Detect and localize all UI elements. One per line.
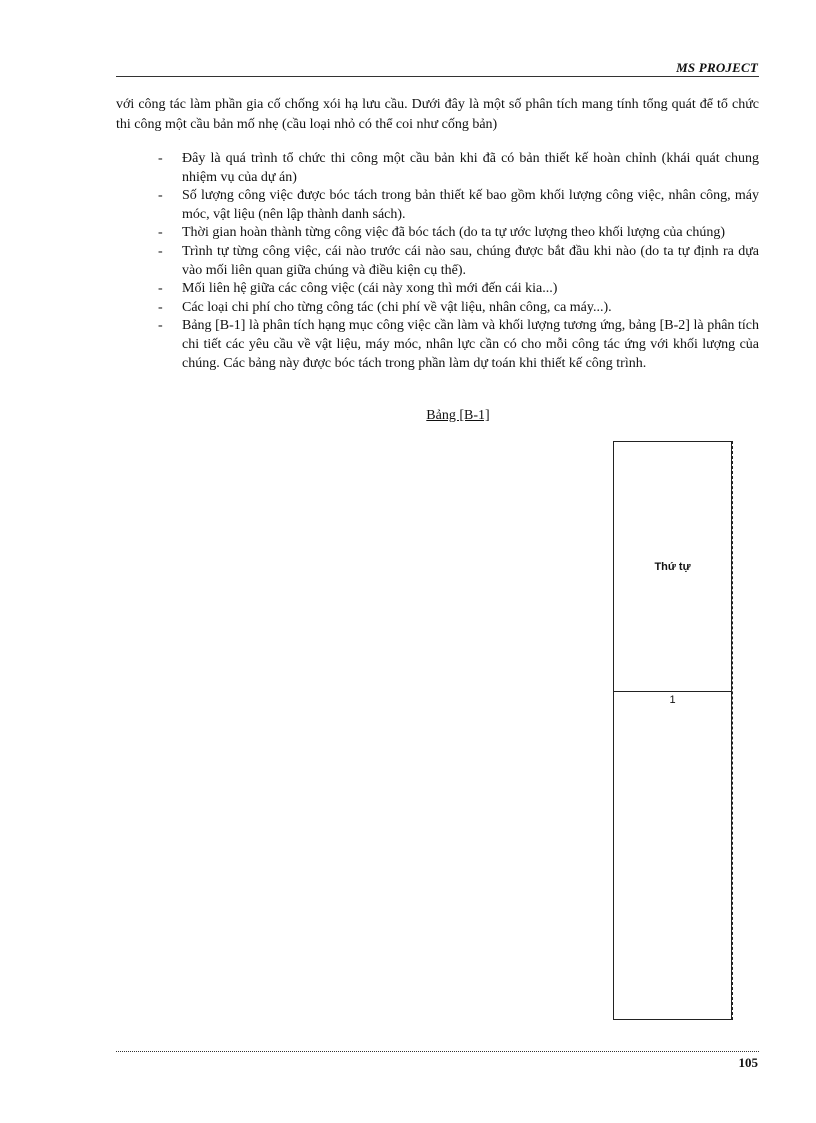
bullet-marker: - bbox=[158, 318, 163, 334]
footer-rule bbox=[116, 1051, 759, 1052]
list-item-text: Các loại chi phí cho từng công tác (chi phí về vật liệu, nhân công, ca máy...). bbox=[182, 299, 612, 315]
list-item bbox=[116, 150, 759, 187]
list-item bbox=[116, 187, 759, 224]
list-item-text: Bảng [B-1] là phân tích hạng mục công việc cần làm và khối lượng tương ứng, bảng [B-2] là phân tích chi tiết các yêu cầu về vật liệu, máy móc, nhân lực cần có cho mỗi công tác ứng với khối lượng của chúng. Các bảng này được bóc tách trong phần làm dự toán khi thiết kế công trình. bbox=[182, 318, 759, 371]
bullet-marker: - bbox=[158, 281, 163, 297]
list-item-text: Trình tự từng công việc, cái nào trước cái nào sau, chúng được bắt đầu khi nào (do ta tự định ra dựa vào mối liên quan giữa chúng và điều kiện cụ thể). bbox=[182, 243, 759, 278]
table-cell: 1 bbox=[669, 694, 676, 706]
list-item bbox=[116, 243, 759, 280]
bullet-marker: - bbox=[158, 225, 163, 241]
list-item bbox=[116, 299, 759, 318]
list-item bbox=[116, 280, 759, 299]
list-item-text: Số lượng công việc được bóc tách trong bản thiết kế bao gồm khối lượng công việc, nhân công, máy móc, vật liệu (nên lập thành danh sách). bbox=[182, 188, 759, 222]
table-header-cell: Thứ tự bbox=[614, 442, 731, 692]
header-rule bbox=[116, 76, 759, 77]
table-caption: Bảng [B-1] bbox=[426, 408, 490, 423]
table-b1 bbox=[613, 441, 732, 1020]
bullet-marker: - bbox=[158, 151, 163, 166]
bullet-marker: - bbox=[158, 299, 163, 315]
bullet-marker: - bbox=[158, 243, 163, 259]
running-header-title: MS PROJECT bbox=[676, 60, 758, 75]
bullet-list bbox=[116, 150, 759, 373]
list-item bbox=[116, 317, 759, 373]
list-item-text: Mối liên hệ giữa các công việc (cái này xong thì mới đến cái kia...) bbox=[182, 281, 558, 297]
bullet-marker: - bbox=[158, 188, 163, 204]
table-cut-edge bbox=[732, 441, 733, 1020]
list-item bbox=[116, 224, 759, 243]
page-number: 105 bbox=[738, 1055, 758, 1070]
list-item-text: Đây là quá trình tổ chức thi công một cầu bản khi đã có bản thiết kế hoàn chỉnh (khái quát chung nhiệm vụ của dự án) bbox=[182, 151, 759, 185]
list-item-text: Thời gian hoàn thành từng công việc đã bóc tách (do ta tự ước lượng theo khối lượng của chúng) bbox=[182, 225, 726, 241]
intro-paragraph: với công tác làm phần gia cố chống xói hạ lưu cầu. Dưới đây là một số phân tích mang tính tổng quát để tổ chức thi công một cầu bản mố nhẹ (cầu loại nhỏ có thể coi như cống bản) bbox=[116, 97, 759, 132]
